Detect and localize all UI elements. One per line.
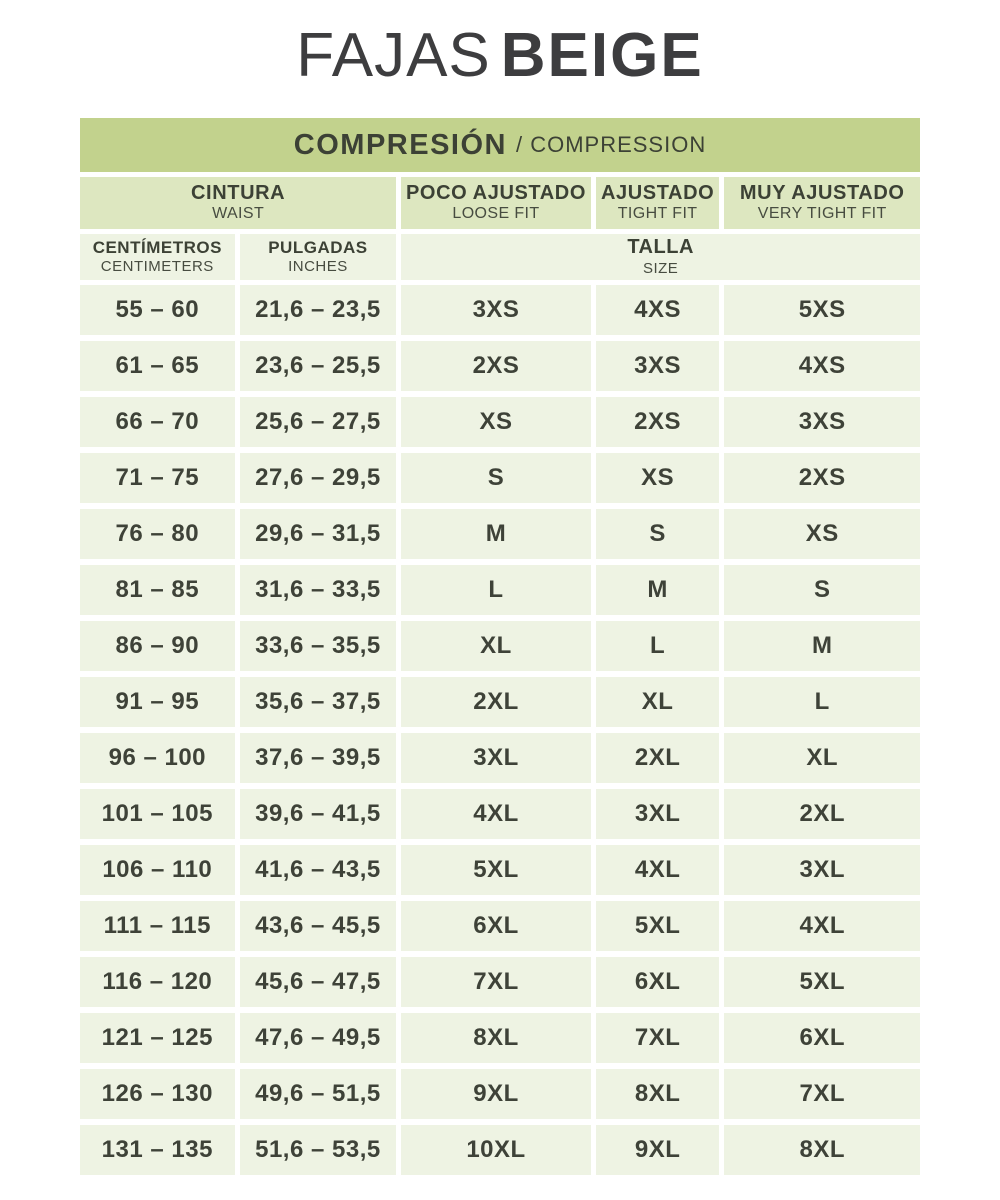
header-cintura bbox=[80, 177, 396, 229]
cm-range-cell: 76 – 80 bbox=[80, 509, 235, 559]
header-muy-ajustado-en: VERY TIGHT FIT bbox=[757, 205, 887, 223]
cm-range-cell: 91 – 95 bbox=[80, 677, 235, 727]
subheader-talla bbox=[401, 234, 920, 280]
size-loose-fit-cell: 8XL bbox=[401, 1013, 591, 1063]
size-tight-fit-cell: XS bbox=[596, 453, 720, 503]
size-loose-fit-cell: 9XL bbox=[401, 1069, 591, 1119]
cm-range-cell: 101 – 105 bbox=[80, 789, 235, 839]
size-tight-fit-cell: M bbox=[596, 565, 720, 615]
header-ajustado-es: AJUSTADO bbox=[600, 181, 715, 204]
title-brand: FAJAS bbox=[296, 21, 491, 90]
size-tight-fit-cell: XL bbox=[596, 677, 720, 727]
size-loose-fit-cell: M bbox=[401, 509, 591, 559]
size-loose-fit-cell: L bbox=[401, 565, 591, 615]
size-very-tight-fit-cell: 4XS bbox=[724, 341, 920, 391]
data-rows bbox=[80, 285, 920, 1175]
band-label-es: COMPRESIÓN bbox=[293, 128, 507, 161]
size-very-tight-fit-cell: XL bbox=[724, 733, 920, 783]
cm-range-cell: 116 – 120 bbox=[80, 957, 235, 1007]
header-cintura-es: CINTURA bbox=[191, 181, 286, 204]
subheader-centimetros-en: CENTIMETERS bbox=[100, 258, 214, 276]
inches-range-cell: 33,6 – 35,5 bbox=[240, 621, 397, 671]
size-loose-fit-cell: S bbox=[401, 453, 591, 503]
cm-range-cell: 86 – 90 bbox=[80, 621, 235, 671]
header-ajustado bbox=[596, 177, 720, 229]
inches-range-cell: 45,6 – 47,5 bbox=[240, 957, 397, 1007]
inches-range-cell: 25,6 – 27,5 bbox=[240, 397, 397, 447]
header-cintura-en: WAIST bbox=[212, 205, 265, 223]
header-muy-ajustado bbox=[724, 177, 920, 229]
cm-range-cell: 106 – 110 bbox=[80, 845, 235, 895]
subheader-centimetros-es: CENTÍMETROS bbox=[92, 238, 222, 258]
subheader-talla-es: TALLA bbox=[627, 236, 694, 259]
subheader-pulgadas-en: INCHES bbox=[288, 258, 348, 276]
header-ajustado-en: TIGHT FIT bbox=[617, 205, 698, 223]
size-very-tight-fit-cell: 8XL bbox=[724, 1125, 920, 1175]
inches-range-cell: 49,6 – 51,5 bbox=[240, 1069, 397, 1119]
size-very-tight-fit-cell: 5XS bbox=[724, 285, 920, 335]
size-very-tight-fit-cell: 7XL bbox=[724, 1069, 920, 1119]
inches-range-cell: 41,6 – 43,5 bbox=[240, 845, 397, 895]
size-loose-fit-cell: 3XS bbox=[401, 285, 591, 335]
inches-range-cell: 43,6 – 45,5 bbox=[240, 901, 397, 951]
size-very-tight-fit-cell: XS bbox=[724, 509, 920, 559]
size-very-tight-fit-cell: L bbox=[724, 677, 920, 727]
size-loose-fit-cell: XL bbox=[401, 621, 591, 671]
header-row bbox=[80, 177, 920, 229]
cm-range-cell: 71 – 75 bbox=[80, 453, 235, 503]
size-very-tight-fit-cell: 2XS bbox=[724, 453, 920, 503]
subheader-pulgadas-es: PULGADAS bbox=[268, 238, 368, 258]
size-tight-fit-cell: 5XL bbox=[596, 901, 720, 951]
inches-range-cell: 35,6 – 37,5 bbox=[240, 677, 397, 727]
size-loose-fit-cell: 4XL bbox=[401, 789, 591, 839]
header-poco-ajustado-en: LOOSE FIT bbox=[452, 205, 540, 223]
header-poco-ajustado bbox=[401, 177, 591, 229]
header-poco-ajustado-es: POCO AJUSTADO bbox=[405, 181, 587, 204]
size-loose-fit-cell: 7XL bbox=[401, 957, 591, 1007]
cm-range-cell: 66 – 70 bbox=[80, 397, 235, 447]
size-tight-fit-cell: 3XL bbox=[596, 789, 720, 839]
size-loose-fit-cell: 5XL bbox=[401, 845, 591, 895]
size-loose-fit-cell: 3XL bbox=[401, 733, 591, 783]
inches-range-cell: 29,6 – 31,5 bbox=[240, 509, 397, 559]
subheader-talla-en: SIZE bbox=[642, 259, 679, 277]
inches-range-cell: 21,6 – 23,5 bbox=[240, 285, 397, 335]
size-very-tight-fit-cell: S bbox=[724, 565, 920, 615]
inches-range-cell: 47,6 – 49,5 bbox=[240, 1013, 397, 1063]
inches-range-cell: 37,6 – 39,5 bbox=[240, 733, 397, 783]
size-tight-fit-cell: L bbox=[596, 621, 720, 671]
cm-range-cell: 96 – 100 bbox=[80, 733, 235, 783]
size-tight-fit-cell: 2XL bbox=[596, 733, 720, 783]
size-very-tight-fit-cell: 3XS bbox=[724, 397, 920, 447]
size-tight-fit-cell: 7XL bbox=[596, 1013, 720, 1063]
size-chart-table bbox=[80, 118, 920, 1180]
inches-range-cell: 23,6 – 25,5 bbox=[240, 341, 397, 391]
size-tight-fit-cell: 3XS bbox=[596, 341, 720, 391]
size-loose-fit-cell: 2XS bbox=[401, 341, 591, 391]
band-label-en: / COMPRESSION bbox=[515, 132, 707, 157]
subheader-pulgadas bbox=[240, 234, 397, 280]
page-title bbox=[0, 0, 1000, 91]
compression-band bbox=[80, 118, 920, 172]
inches-range-cell: 31,6 – 33,5 bbox=[240, 565, 397, 615]
subheader-row bbox=[80, 234, 920, 280]
size-loose-fit-cell: 10XL bbox=[401, 1125, 591, 1175]
size-tight-fit-cell: 9XL bbox=[596, 1125, 720, 1175]
cm-range-cell: 131 – 135 bbox=[80, 1125, 235, 1175]
size-tight-fit-cell: 4XL bbox=[596, 845, 720, 895]
size-tight-fit-cell: 6XL bbox=[596, 957, 720, 1007]
size-very-tight-fit-cell: 6XL bbox=[724, 1013, 920, 1063]
size-tight-fit-cell: 4XS bbox=[596, 285, 720, 335]
title-product: BEIGE bbox=[500, 21, 704, 90]
cm-range-cell: 126 – 130 bbox=[80, 1069, 235, 1119]
subheader-centimetros bbox=[80, 234, 235, 280]
cm-range-cell: 81 – 85 bbox=[80, 565, 235, 615]
inches-range-cell: 27,6 – 29,5 bbox=[240, 453, 397, 503]
size-very-tight-fit-cell: 2XL bbox=[724, 789, 920, 839]
size-tight-fit-cell: S bbox=[596, 509, 720, 559]
size-loose-fit-cell: XS bbox=[401, 397, 591, 447]
size-tight-fit-cell: 8XL bbox=[596, 1069, 720, 1119]
size-loose-fit-cell: 2XL bbox=[401, 677, 591, 727]
size-very-tight-fit-cell: M bbox=[724, 621, 920, 671]
size-tight-fit-cell: 2XS bbox=[596, 397, 720, 447]
cm-range-cell: 61 – 65 bbox=[80, 341, 235, 391]
cm-range-cell: 55 – 60 bbox=[80, 285, 235, 335]
inches-range-cell: 51,6 – 53,5 bbox=[240, 1125, 397, 1175]
size-very-tight-fit-cell: 4XL bbox=[724, 901, 920, 951]
cm-range-cell: 111 – 115 bbox=[80, 901, 235, 951]
size-loose-fit-cell: 6XL bbox=[401, 901, 591, 951]
size-very-tight-fit-cell: 3XL bbox=[724, 845, 920, 895]
header-muy-ajustado-es: MUY AJUSTADO bbox=[739, 181, 905, 204]
size-very-tight-fit-cell: 5XL bbox=[724, 957, 920, 1007]
cm-range-cell: 121 – 125 bbox=[80, 1013, 235, 1063]
inches-range-cell: 39,6 – 41,5 bbox=[240, 789, 397, 839]
